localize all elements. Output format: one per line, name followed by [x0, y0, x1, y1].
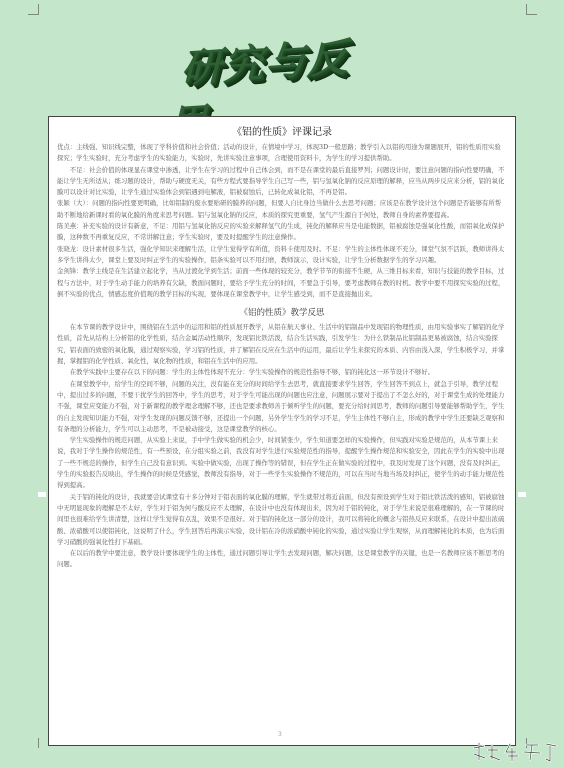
- reflection-paragraph-4: 学生实验操作的规范问题，从实验上来说，手中学生做实验的机会少，时间紧张少，学生知道要怎样的实验操作，但实践对实验是规范的，从本节课上来说，我对于学生操作的规范性，有一些预设，在分组实验之前，我没有对学生进行实验规范性的指导，提醒学生操作规范和实验安全，因此在学生的实验中出现了一些不规范的操作，但学生自己没有意识到。实验中做实验，出现了操作等的错误，但在学生正在做实验的过程中，我及时发现了这个问题，没有及时纠正，学生的实验报告反映出，学生操作的时候是凭感觉，教师没有指导，对于一些学生实验操作不规范的，可以在当时当地当场及时纠正，使学生的动手能力规范性得到提高。: [57, 436, 505, 490]
- review-paragraph-reviewer-1: 张颖（大）：问题的指向性要更明确，比如铝制的废水要贴研的膜养的问题，但要人自比身边当做什么去思考问题；应该是在教学设计这个问题是否能够有所帮助不断地给新课时看的氧化膜的角度来思考问题。铝与氢氧化钠的反应，本质的探究更重要，氢气产生源自于何处，教师自身的素养要提高。: [57, 199, 502, 219]
- reflection-paragraph-1: 在本节课的教学设计中，围绕铝在生活中的运用和铝的性质展开教学，从铝在航天事业、生活中的铝制品中发现铝的物理性质，由用实验事实了解铝的化学性质，首先从结构上分析铝的化学性质，结合金属活动性顺序，发现铝比铁活泼，结合生活实践，引发学生：为什么铁制品比铝制品更易被腐蚀，结合实验探究，铝表面的致密的氧化膜，通过观察实验，学习铝的性质，并了解铝在反应在生活中的运用，最后让学生来探究的本质、内容由浅入深，学生积极学习，并掌握，掌握铝的化学性质、氧化性，氧化物的性质，和铝在生活中的应用。: [57, 323, 505, 366]
- reflection-title: 《铝的性质》教学反思: [239, 308, 325, 319]
- reflection-paragraph-5: 关于铝的钝化的设计，我就要尝试课堂有十多分钟对于铝表面的氧化膜的理解，学生就带过将近前面，但没有预设到学生对于铝比铁活泼的感知，铝被腐蚀中无明显现象的理解是不太好，学生对于铝为何与酸反应不太理解，在设计中也没有体现出来，因为对于铝的钝化，对于学生来说是很难理解的，在一节课的时间里也很难给学生讲清楚，这样让学生觉得有点乱，效果不是很好。对于铝的钝化这一部分的设计，我可以将钝化的概念与铝热反应来联系，在设计中提出浓硫酸、浓硝酸可以使铝钝化，这说明了什么，学生回答后再演示实验，设计铝在冷的浓硝酸中钝化的实验，通过实验让学生观察，从而理解钝化的本质，也为后面学习硝酸的强氧化性打下基础。: [57, 492, 505, 546]
- crop-mark-bottom-left: [28, 738, 39, 748]
- margin-marker-right: [518, 492, 526, 497]
- review-paragraph-reviewer-2: 陈美燕：补充实验的设计有新意，不足：用铝与氢氧化钠反应的实验来解释氢气的生成，钝化的解释应当是电能数据，铝被腐蚀是强氧化性酸，而铝氧化成保护膜，这种数不再重复反应，不常讲解注意；学生实验时，要及时提醒学生的注意操作。: [57, 222, 505, 242]
- review-paragraph-reviewer-4: 金剑锋：教学主线是在生活建立起化学，当从过渡化学到生活；前面一些体现的较充分，教学节节的衔接不生硬，从三维目标来看，知识与技能的教学目标，过程与方法中，对于学生动手能力的培养有欠缺，教面问题时，要给予学生充分的时间，不要急于引导，要考虑教师在教的时机。教学中要不用探究实验的过程，倒不实验的优点，情感态度价值观的教学目标的实现，要体现在课堂教学中，让学生感受到，而不是直接抛出来。: [57, 267, 505, 298]
- margin-marker-left: [38, 492, 46, 497]
- reflection-paragraph-6: 在以后的教学中要注意，教学设计要体现学生的主体性，通过问题引导让学生去发现问题，解决问题，这是课堂教学的关键，也是一名教师应该不断思考的问题。: [57, 549, 505, 569]
- crop-mark-top-left: [28, 4, 39, 15]
- crop-mark-top-right: [526, 4, 537, 15]
- document-page: [48, 116, 516, 746]
- banner-title-text: 研究与反思: [178, 33, 358, 92]
- document-title: 《铝的性质》评课记录: [232, 127, 332, 138]
- review-paragraph-reviewer-3: 张晓龙：设计素材很多生活，强化学知识来理解生活，让学生觉得学有所值，资料卡使用及时。不足：学生的主体性体现不充分，课堂气氛不活跃，教师讲得太多学生讲得太少，课堂上要及时纠正学生的实验操作，铝条实验可以不用打磨，教师演示，设计实验，让学生分析数据学生的学习兴趣。: [57, 244, 505, 264]
- signature-stamp: [470, 740, 558, 764]
- page-number: 3: [278, 731, 282, 738]
- banner-title-3d: [180, 30, 380, 110]
- reflection-paragraph-2: 在教学实践中主要存在以下的问题：学生的主体性体现不充分：学生实验操作的规范性指导不够，铝的钝化这一环节设计不够好。: [69, 368, 435, 377]
- review-paragraph-weaknesses: 不足：社会价值的体现显在课堂中渗透，让学生在学习的过程中自己体会到，而不是在课堂的最后直接罗列；问题设计时，要注意问题的指向性要明确，不能让学生无所适从；练习题的设计，帮助与硬度无关，有些方程式要指导学生自己写一些，铝与氢氧化钠的反应原理的解释，应当从两步反应来分析，铝的氧化膜可以设计对比实验，让学生通过实验体会到铝遇到电解液，铝被腐蚀后，已转化成氧化铝，不再是铝。: [57, 165, 505, 197]
- review-paragraph-strengths: 优点：主线强、知识线完整，体现了学科价值和社会价值；活动的设计，在情境中学习，体现3D一般思路；教学引入以铝的用途为课题展开，铝的性质用实验探究；学生实验时，充分考虑学生的实验能力，实验时，先讲实验注意事项，合理使用资料卡，为学生的学习提供帮助。: [57, 143, 501, 163]
- reflection-paragraph-3: 在课堂教学中，给学生的空间不够，问题的关注，没有能在充分的时间给学生去思考，就直接要求学生回答，学生回答不到点上，就急于引导，教学过程中，提出过多的问题，不要干扰学生的回答中，学生的思考，对于学生可能出现的问题也应注意，问题展示要对于提出了不怎么好的，对于课堂生成的处理能力不强，课堂应变能力不强，对于新课程的教学理念理解不够，还也是要求教师善于倾听学生的问题，要充分给时间思考，教师的问题引导要能够帮助学生，学生的自主发现知识能力不强，对学生发现的问题反馈不够，还提出一个问题，另外学生学生的学习不足，学生主体性不够自主，形成的教学中学生还要缺乏观察和有条理的分析能力，学生可以主动思考，不是被动接受，这是课堂教学的核心。: [57, 379, 505, 433]
